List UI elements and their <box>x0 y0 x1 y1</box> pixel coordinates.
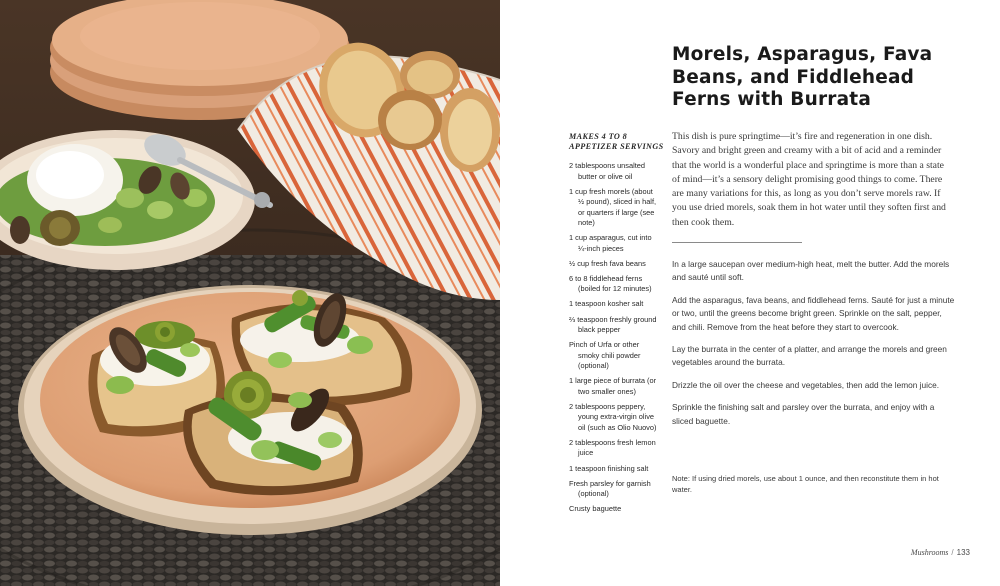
ingredient-item: 1 teaspoon kosher salt <box>569 299 644 309</box>
ingredient-item: Crusty baguette <box>569 504 622 514</box>
method-step: Lay the burrata in the center of a platter, and arrange the morels and green vegetables around the burrata. <box>672 344 947 368</box>
recipe-note: Note: If using dried morels, use about 1 ounce, and then reconstitute them in hot water. <box>672 474 939 494</box>
ingredient-item: 1 cup asparagus, cut into ¼-inch pieces <box>569 233 652 253</box>
ingredient-item: 2 tablespoons peppery, young extra-virgin olive oil (such as Olio Nuovo) <box>569 401 657 432</box>
ingredient-item: 1 cup fresh morels (about ½ pound), sliced in half, or quarters if large (see note) <box>569 186 657 228</box>
section-name: Mushrooms <box>910 548 949 557</box>
footer-separator: / <box>951 548 954 557</box>
ingredient-item: Fresh parsley for garnish (optional) <box>569 478 651 499</box>
page-number: 133 <box>956 548 970 557</box>
recipe-intro: This dish is pure springtime—it’s fire and regeneration in one dish. Savory and bright green and creamy with a bit of acid and a reminder that the world is a wonderful place and springtime is more than a state of mind—it’s a sensory delight promising good things to come. There are many variations for this, as long as you don’t serve morels raw. If you use dried morels, soak them in hot water until they soften first and then cook them. <box>672 131 946 228</box>
method-step: Drizzle the oil over the cheese and vegetables, then add the lemon juice. <box>672 379 940 390</box>
recipe-page <box>500 0 1000 586</box>
ingredient-item: 2 tablespoons fresh lemon juice <box>569 437 656 458</box>
method-step: Sprinkle the finishing salt and parsley over the burrata, and enjoy with a sliced baguette. <box>672 402 935 426</box>
ingredients-list <box>569 161 661 519</box>
ingredient-item: 6 to 8 fiddlehead ferns (boiled for 12 minutes) <box>569 273 652 294</box>
method-steps <box>672 258 956 437</box>
ingredient-item: 1 teaspoon finishing salt <box>569 463 649 473</box>
recipe-title: Morels, Asparagus, Fava Beans, and Fiddlehead Ferns with Burrata <box>672 44 933 110</box>
method-step: In a large saucepan over medium-high heat, melt the butter. Add the morels and sauté until soft. <box>672 259 950 283</box>
ingredient-item: Pinch of Urfa or other smoky chili powder (optional) <box>569 340 641 371</box>
ingredient-item: 1 large piece of burrata (or two smaller ones) <box>569 376 657 396</box>
method-step: Add the asparagus, fava beans, and fiddlehead ferns. Sauté for just a minute or two, until the greens become bright green. Sprinkle on the salt, pepper, and chili. Remove from the heat before they start to overcook. <box>672 294 955 332</box>
ingredient-item: 2 tablespoons unsalted butter or olive oil <box>569 161 646 181</box>
ingredient-item: ½ cup fresh fava beans <box>569 258 646 268</box>
servings-yield: MAKES 4 TO 8 APPETIZER SERVINGS <box>569 132 664 151</box>
ingredient-item: ⅔ teaspoon freshly ground black pepper <box>569 314 657 335</box>
page-footer <box>911 548 970 558</box>
section-divider <box>672 242 802 243</box>
